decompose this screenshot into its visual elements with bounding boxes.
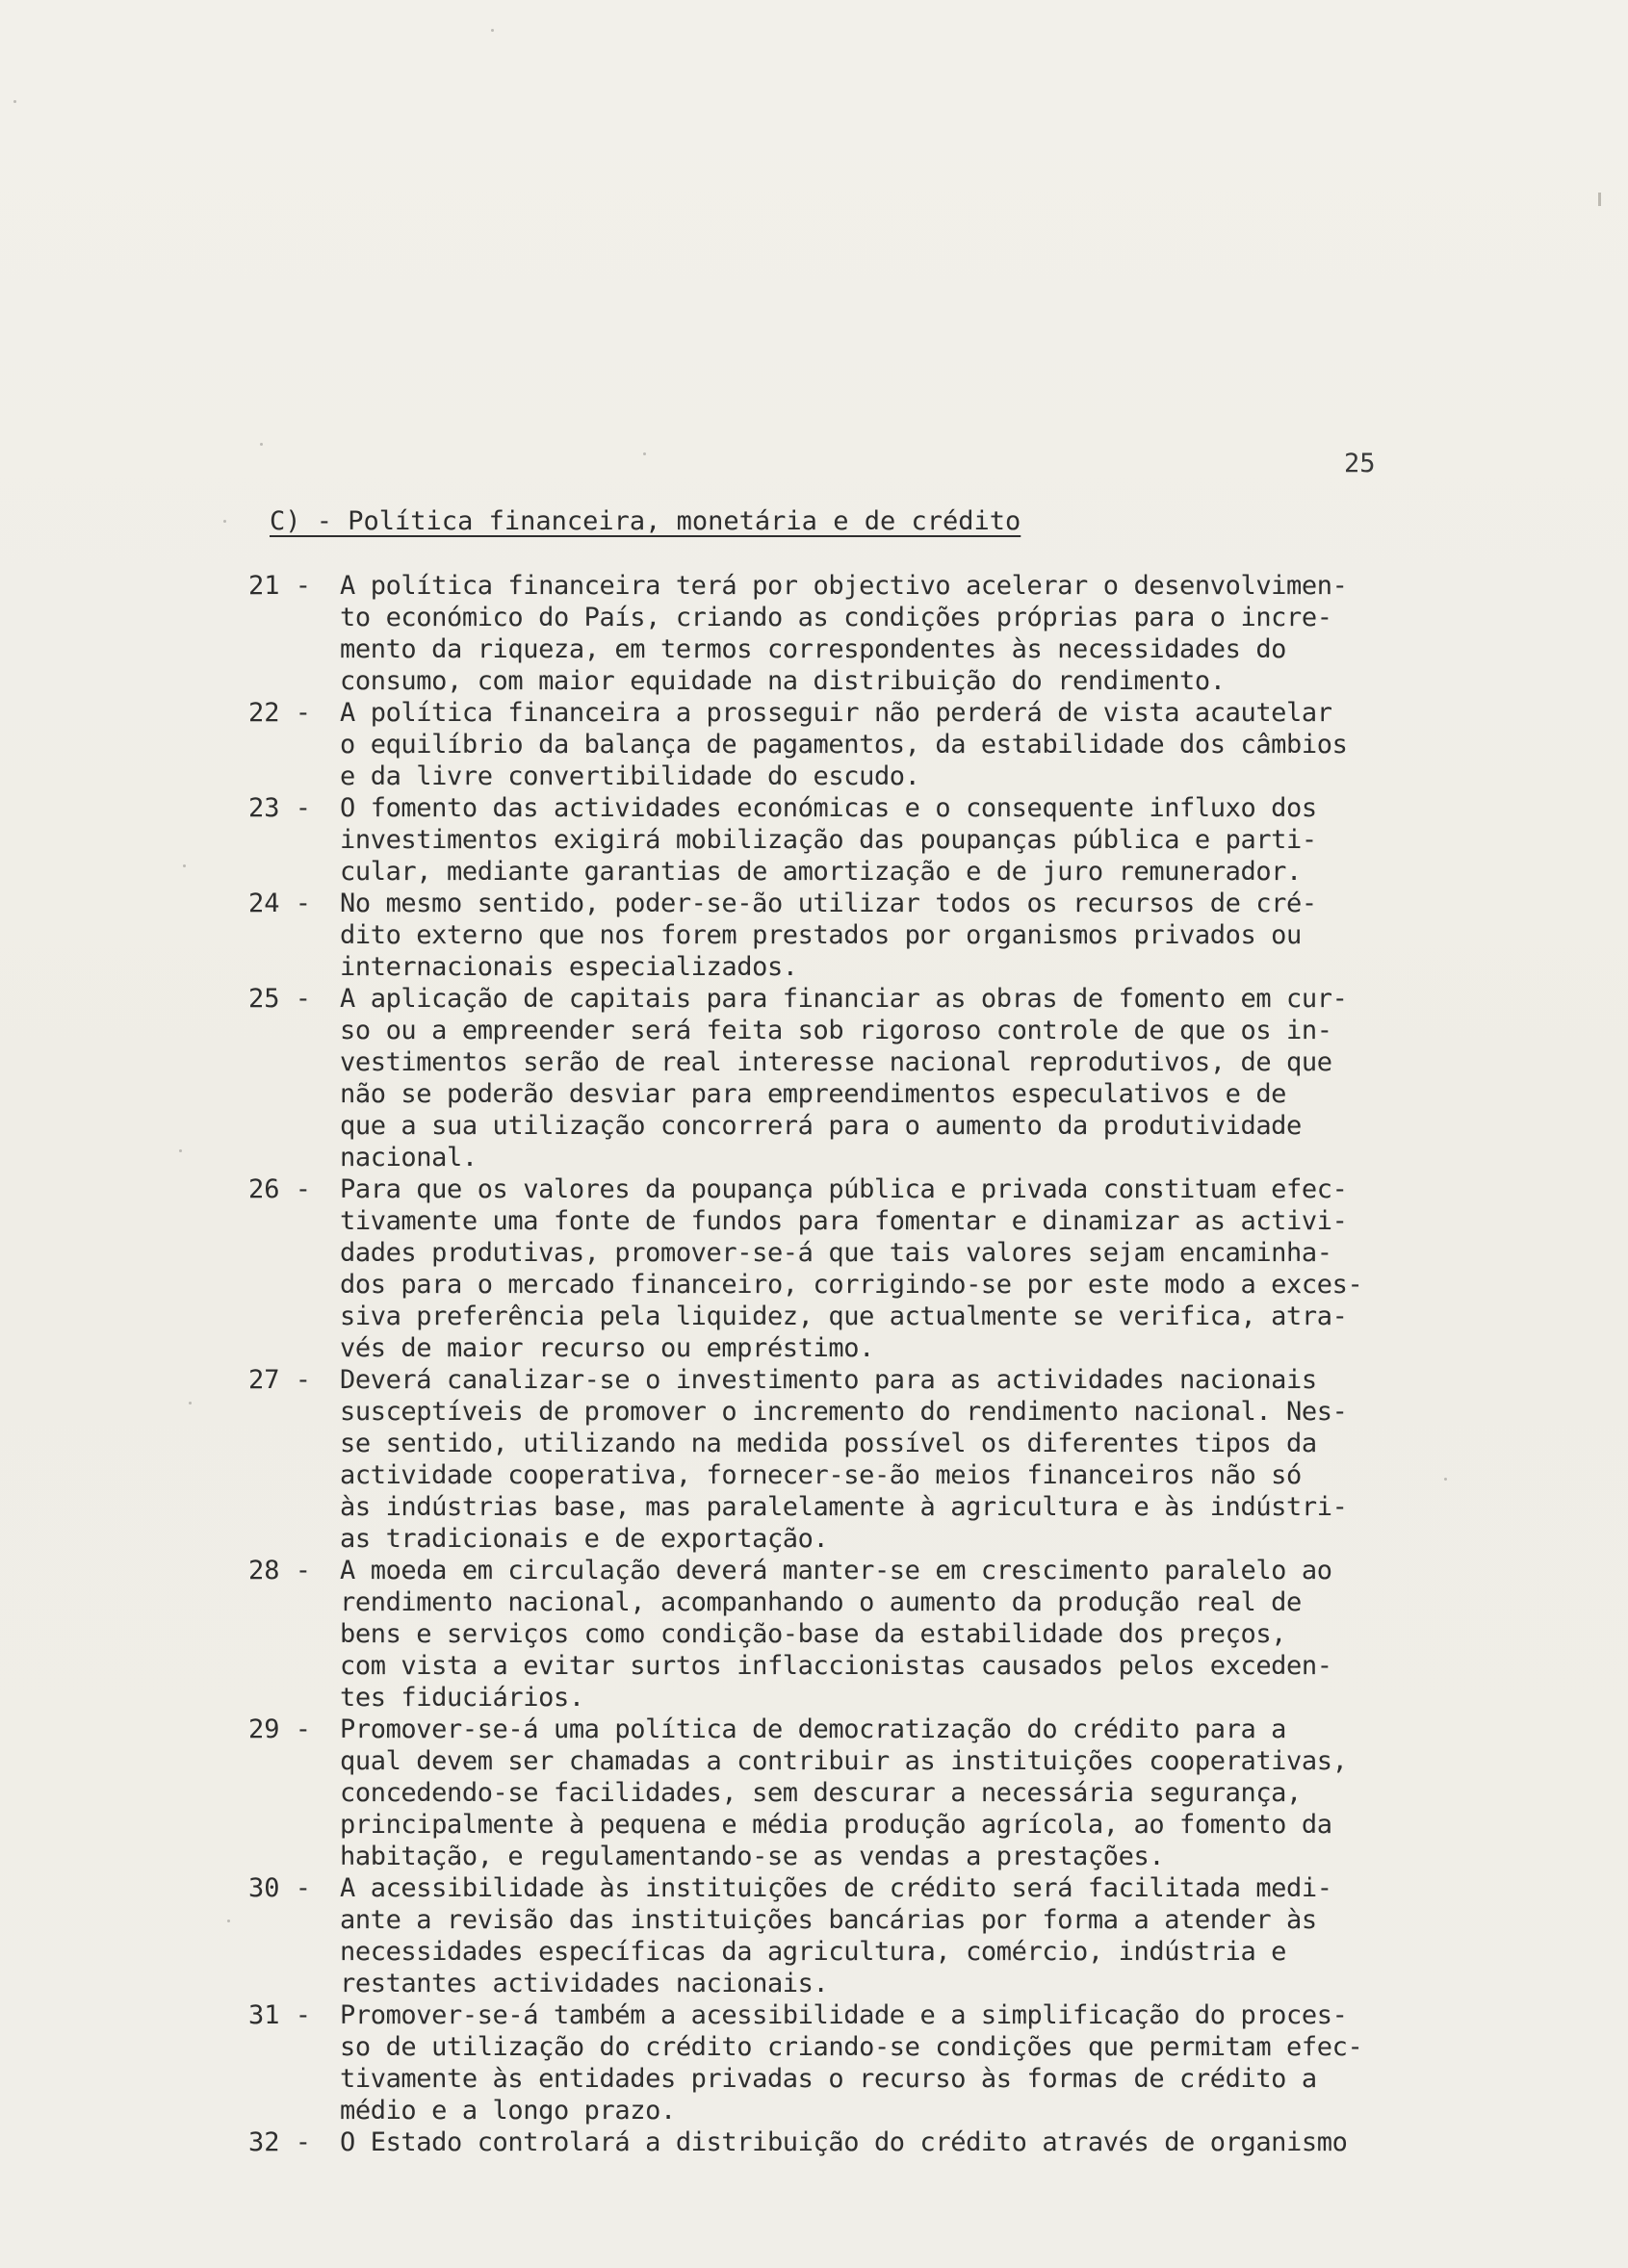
paragraph-line: dito externo que nos forem prestados por organismos privados ou [340,920,1302,950]
paragraph-line: habitação, e regulamentando-se as vendas a prestações. [340,1842,1165,1871]
paragraph-item [248,1872,1490,1999]
paragraph-number: 32 - [248,2127,312,2157]
paragraph-line: vés de maior recurso ou empréstimo. [340,1333,874,1363]
paragraph-line: No mesmo sentido, poder-se-ão utilizar todos os recursos de cré- [340,889,1317,918]
paragraph-body [340,888,1490,983]
paragraph-item [248,983,1490,1173]
paragraph-line: não se poderão desviar para empreendimentos especulativos e de [340,1079,1287,1109]
paragraph-body [340,1999,1490,2126]
paragraph-item [248,1555,1490,1714]
paragraph-line: com vista a evitar surtos inflaccionistas causados pelos exceden- [340,1651,1332,1681]
paragraph-line: A acessibilidade às instituições de crédito será facilitada medi- [340,1873,1332,1903]
paragraph-line: investimentos exigirá mobilização das poupanças pública e parti- [340,825,1317,855]
paragraph-line: Promover-se-á também a acessibilidade e a simplificação do proces- [340,2000,1348,2030]
paragraph-line: dos para o mercado financeiro, corrigindo-se por este modo a exces- [340,1270,1363,1300]
paragraph-line: às indústrias base, mas paralelamente à agricultura e às indústri- [340,1492,1348,1522]
paragraph-line: o equilíbrio da balança de pagamentos, da estabilidade dos câmbios [340,730,1348,760]
paragraph-line: actividade cooperativa, fornecer-se-ão meios financeiros não só [340,1460,1302,1490]
paper-speck [227,1920,230,1922]
paragraph-line: susceptíveis de promover o incremento do rendimento nacional. Nes- [340,1397,1348,1427]
paragraph-number: 24 - [248,889,312,918]
paragraph-line: A política financeira a prosseguir não perderá de vista acautelar [340,698,1332,728]
paragraph-line: qual devem ser chamadas a contribuir as instituições cooperativas, [340,1746,1348,1776]
paragraph-item [248,1173,1490,1364]
paragraph-number: 26 - [248,1174,312,1204]
paper-speck [189,1402,192,1405]
paragraph-number: 25 - [248,984,312,1014]
paper-speck [13,100,16,103]
paragraph-body [340,792,1490,888]
paragraph-number: 29 - [248,1714,312,1744]
paragraph-line: e da livre convertibilidade do escudo. [340,761,920,791]
margin-mark [1598,193,1601,206]
paragraph-line: so ou a empreender será feita sob rigoroso controle de que os in- [340,1016,1332,1045]
paragraph-number: 23 - [248,793,312,823]
paragraph-line: so de utilização do crédito criando-se condições que permitam efec- [340,2032,1363,2062]
paragraph-line: A aplicação de capitais para financiar as obras de fomento em cur- [340,984,1348,1014]
paragraph-body [340,570,1490,697]
paragraph-item [248,1999,1490,2126]
paragraph-item [248,570,1490,697]
paragraph-number: 21 - [248,571,312,601]
paragraph-line: bens e serviços como condição-base da estabilidade dos preços, [340,1619,1287,1649]
paragraph-line: A política financeira terá por objectivo acelerar o desenvolvimen- [340,571,1348,601]
paragraph-number: 27 - [248,1365,312,1395]
paragraph-line: restantes actividades nacionais. [340,1969,829,1998]
paragraph-line: internacionais especializados. [340,952,798,982]
paragraph-line: dades produtivas, promover-se-á que tais valores sejam encaminha- [340,1238,1332,1268]
paragraph-body [340,1173,1490,1364]
paragraph-line: A moeda em circulação deverá manter-se em crescimento paralelo ao [340,1556,1332,1585]
paragraph-line: O fomento das actividades económicas e o consequente influxo dos [340,793,1317,823]
paragraph-line: nacional. [340,1143,478,1173]
paragraph-body [340,1364,1490,1555]
paragraph-number: 30 - [248,1873,312,1903]
paragraph-number: 31 - [248,2000,312,2030]
paragraph-line: cular, mediante garantias de amortização e de juro remunerador. [340,857,1302,887]
section-heading: C) - Política financeira, monetária e de crédito [270,506,1021,536]
paragraph-item [248,1714,1490,1872]
paragraph-line: Para que os valores da poupança pública e privada constituam efec- [340,1174,1348,1204]
paper-speck [223,520,226,523]
paragraph-line: médio e a longo prazo. [340,2096,676,2126]
paragraph-line: Promover-se-á uma política de democratização do crédito para a [340,1714,1287,1744]
paragraph-number: 28 - [248,1556,312,1585]
paragraph-line: to económico do País, criando as condições próprias para o incre- [340,603,1332,632]
paragraph-line: tes fiduciários. [340,1683,584,1713]
paragraph-item [248,792,1490,888]
paragraph-line: rendimento nacional, acompanhando o aumento da produção real de [340,1587,1302,1617]
paragraph-item [248,697,1490,792]
paper-speck [643,452,646,455]
paragraph-item [248,1364,1490,1555]
paragraph-line: necessidades específicas da agricultura, comércio, indústria e [340,1937,1287,1967]
paragraph-line: principalmente à pequena e média produção agrícola, ao fomento da [340,1810,1332,1840]
paragraph-body [340,983,1490,1173]
paragraph-item [248,2126,1490,2158]
paragraph-line: consumo, com maior equidade na distribuição do rendimento. [340,666,1226,696]
numbered-paragraph-list [248,570,1490,2158]
paragraph-line: ante a revisão das instituições bancárias por forma a atender às [340,1905,1317,1935]
paragraph-line: se sentido, utilizando na medida possível os diferentes tipos da [340,1429,1317,1458]
paragraph-body [340,697,1490,792]
paragraph-line: siva preferência pela liquidez, que actualmente se verifica, atra- [340,1302,1348,1331]
paragraph-body [340,1555,1490,1714]
paper-speck [183,864,186,867]
paragraph-body [340,1872,1490,1999]
paragraph-line: tivamente às entidades privadas o recurso às formas de crédito a [340,2064,1317,2094]
paper-speck [179,1149,182,1152]
paragraph-line: que a sua utilização concorrerá para o aumento da produtividade [340,1111,1302,1141]
paragraph-line: O Estado controlará a distribuição do crédito através de organismo [340,2127,1348,2157]
page-number: 25 [1344,449,1376,478]
paragraph-line: as tradicionais e de exportação. [340,1524,829,1554]
paragraph-number: 22 - [248,698,312,728]
paper-speck [260,443,263,446]
paragraph-line: Deverá canalizar-se o investimento para as actividades nacionais [340,1365,1317,1395]
paragraph-body [340,2126,1490,2158]
paper-speck [491,29,494,32]
paragraph-line: mento da riqueza, em termos correspondentes às necessidades do [340,634,1287,664]
paragraph-line: concedendo-se facilidades, sem descurar a necessária segurança, [340,1778,1302,1808]
paragraph-line: tivamente uma fonte de fundos para fomentar e dinamizar as activi- [340,1206,1348,1236]
paragraph-item [248,888,1490,983]
paragraph-line: vestimentos serão de real interesse nacional reprodutivos, de que [340,1047,1332,1077]
paragraph-body [340,1714,1490,1872]
